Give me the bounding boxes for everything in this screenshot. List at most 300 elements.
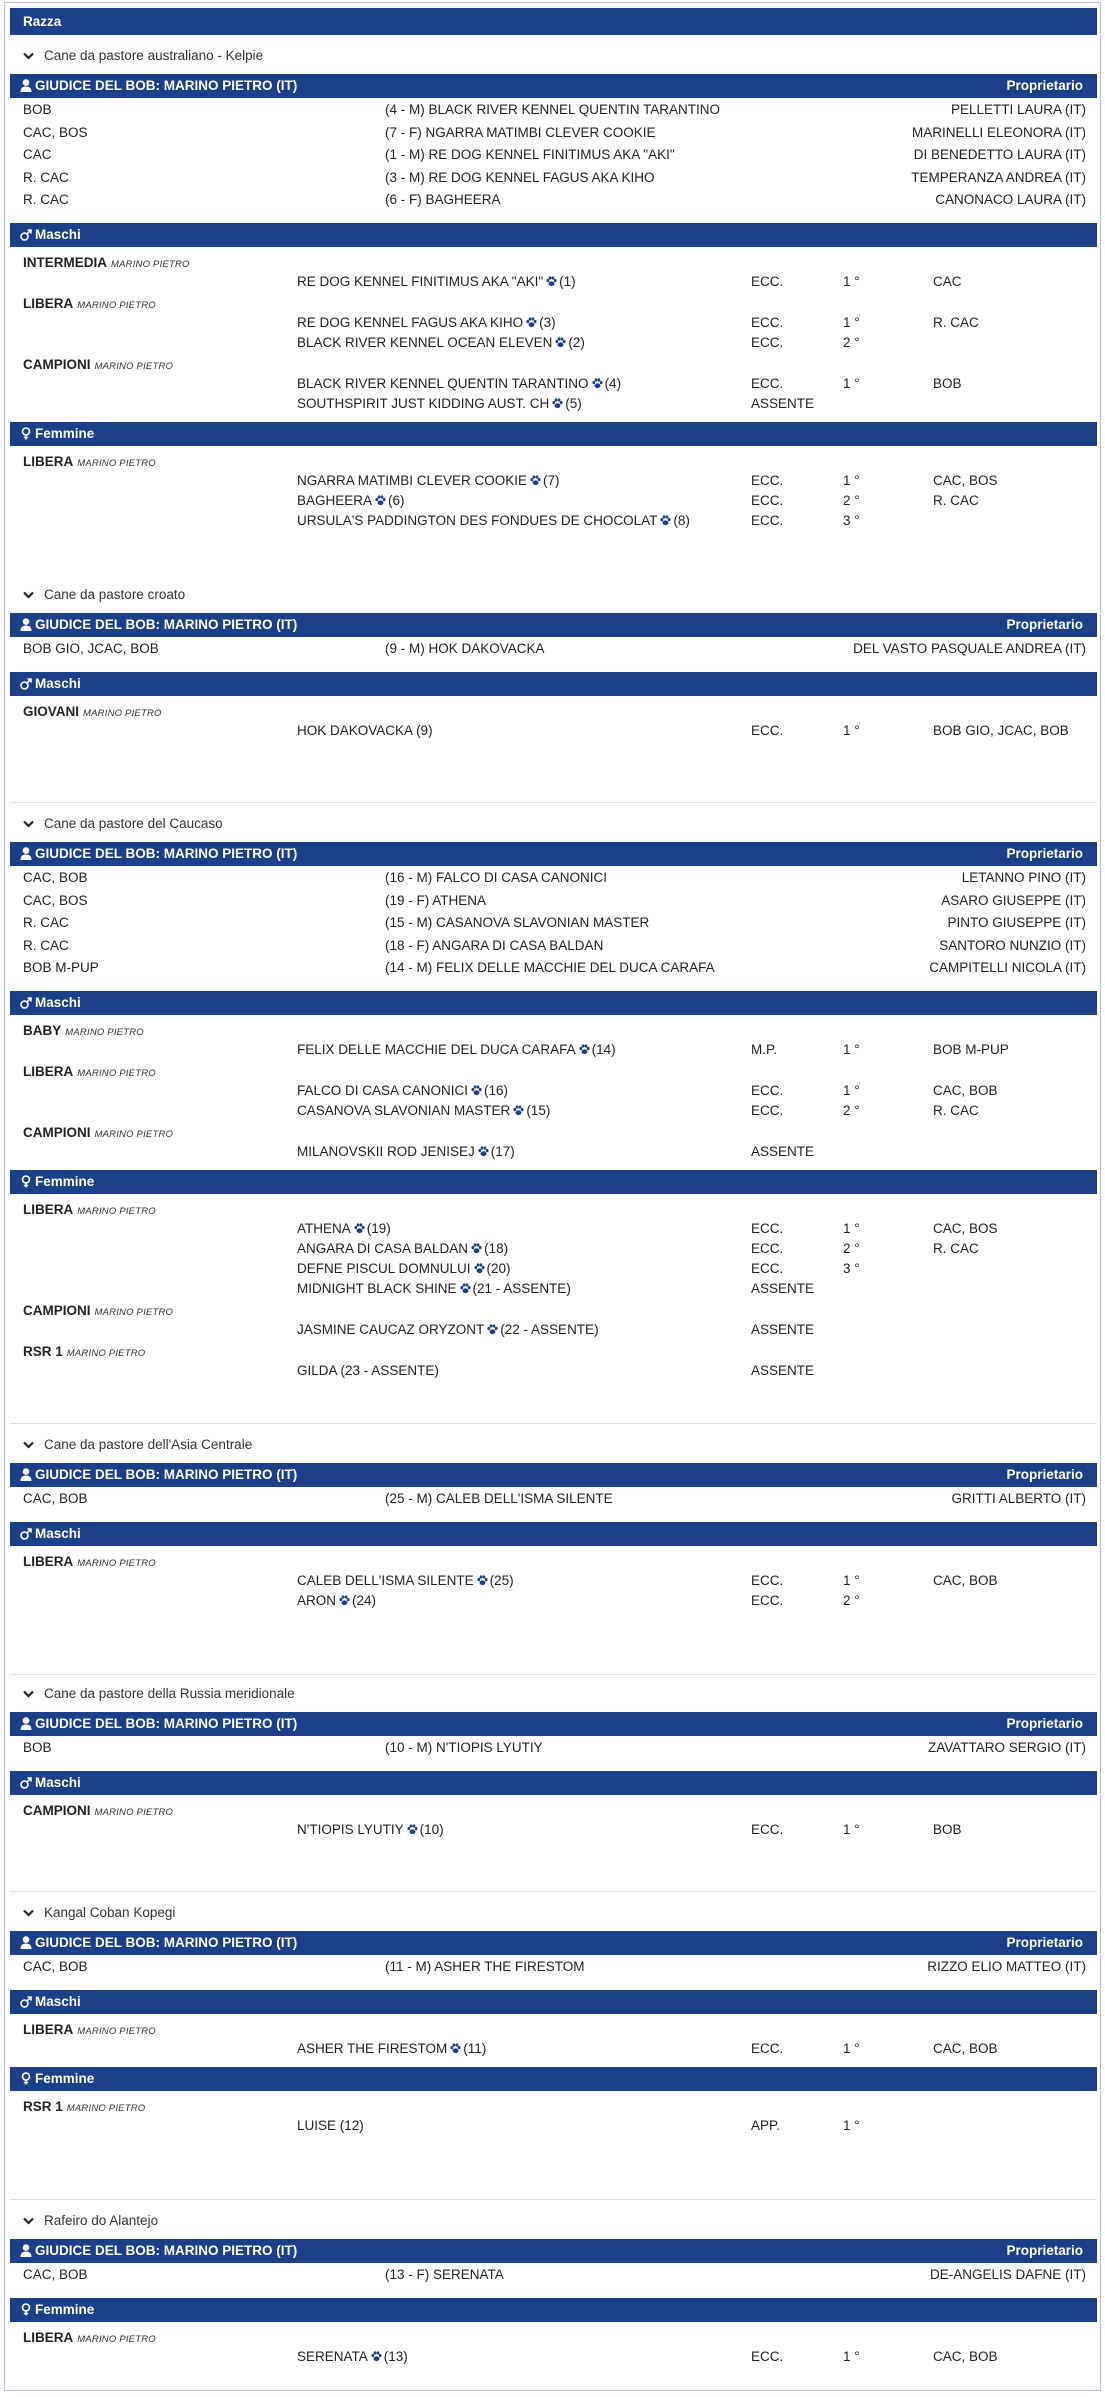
- catalog-number: (11): [463, 2040, 487, 2056]
- chevron-down-icon: [23, 2213, 36, 2228]
- entry-dog: [297, 2349, 408, 2364]
- class-label: [23, 255, 190, 270]
- females-label: Femmine: [35, 425, 95, 441]
- breed-section: [5, 48, 1100, 632]
- class-label: [23, 1064, 156, 1079]
- breed-name: Cane da pastore croato: [44, 587, 186, 602]
- entry-place: 1 °: [843, 1220, 860, 1236]
- male-icon: [20, 995, 35, 1010]
- dog-name: ASHER THE FIRESTOM: [297, 2040, 448, 2056]
- female-icon: [20, 426, 35, 441]
- bob-title: R. CAC: [23, 937, 69, 953]
- entry-rating: ECC.: [751, 1821, 784, 1837]
- bob-owner: ZAVATTARO SERGIO (IT): [928, 1740, 1086, 1755]
- dog-name: ANGARA DI CASA BALDAN: [297, 1240, 469, 1256]
- person-icon: [20, 2243, 35, 2258]
- males-label: Maschi: [35, 675, 81, 691]
- males-bar: [10, 223, 1097, 247]
- paw-icon[interactable]: [372, 493, 388, 508]
- males-label: Maschi: [35, 1774, 81, 1790]
- entry-rating: ECC.: [751, 375, 784, 391]
- class-name: LIBERA: [23, 2021, 74, 2037]
- class-label: [23, 1202, 156, 1217]
- dog-name: BLACK RIVER KENNEL OCEAN ELEVEN: [297, 334, 553, 350]
- entry-rating: ECC.: [751, 1220, 784, 1236]
- class-judge: MARINO PIETRO: [111, 258, 190, 270]
- owner-header: Proprietario: [1006, 1467, 1083, 1482]
- class-name: LIBERA: [23, 453, 74, 469]
- paw-icon[interactable]: [475, 1144, 491, 1159]
- breed-divider: [10, 1423, 1097, 1424]
- breed-divider: [10, 2199, 1097, 2200]
- entry-dog: [297, 2041, 486, 2056]
- bob-owner: ASARO GIUSEPPE (IT): [941, 892, 1086, 908]
- dog-name: SERENATA: [297, 2348, 368, 2364]
- bob-dog: (16 - M) FALCO DI CASA CANONICI: [385, 870, 608, 885]
- catalog-number: (10): [419, 1821, 444, 1837]
- entry-rating: ECC.: [751, 1102, 784, 1118]
- paw-icon[interactable]: [527, 473, 543, 488]
- breed-section: [5, 1686, 1100, 1905]
- entry-rating: ECC.: [751, 1240, 784, 1256]
- class-judge: MARINO PIETRO: [77, 2025, 156, 2037]
- bob-owner: DEL VASTO PASQUALE ANDREA (IT): [853, 641, 1086, 656]
- bob-dog: (13 - F) SERENATA: [385, 2267, 504, 2282]
- dog-name: BLACK RIVER KENNEL QUENTIN TARANTINO: [297, 375, 589, 391]
- class-label: [23, 1023, 144, 1038]
- entry-dog: [297, 1241, 508, 1256]
- breed-name: Cane da pastore del Caucaso: [44, 816, 223, 831]
- entry-place: 1 °: [843, 1572, 860, 1588]
- bob-title: BOB GIO, JCAC, BOB: [23, 641, 159, 656]
- judge-title: GIUDICE DEL BOB: MARINO PIETRO (IT): [35, 846, 298, 861]
- breed-name: Cane da pastore della Russia meridionale: [44, 1686, 295, 1701]
- bob-owner: SANTORO NUNZIO (IT): [939, 937, 1086, 953]
- catalog-number: (1): [559, 273, 576, 289]
- dog-name: ATHENA: [297, 1220, 351, 1236]
- dog-name: RE DOG KENNEL FAGUS AKA KIHO: [297, 314, 524, 330]
- class-judge: MARINO PIETRO: [66, 2102, 146, 2114]
- bob-dog: (7 - F) NGARRA MATIMBI CLEVER COOKIE: [385, 124, 656, 140]
- males-label: Maschi: [35, 1525, 81, 1541]
- breed-toggle[interactable]: [23, 1686, 295, 1701]
- dog-name: GILDA: [297, 1362, 337, 1378]
- entry-award: R. CAC: [933, 1240, 979, 1256]
- entry-rating: ECC.: [751, 314, 784, 330]
- male-icon: [20, 227, 35, 242]
- female-icon: [20, 2302, 35, 2317]
- bob-title: CAC, BOS: [23, 124, 88, 140]
- entry-place: 1 °: [843, 1821, 860, 1837]
- females-bar: [10, 422, 1097, 446]
- entry-dog: [297, 376, 621, 391]
- catalog-number: (4): [604, 375, 622, 391]
- class-judge: MARINO PIETRO: [94, 360, 174, 372]
- dog-name: CASANOVA SLAVONIAN MASTER: [297, 1102, 511, 1118]
- class-name: CAMPIONI: [23, 1302, 91, 1318]
- catalog-number: (14): [591, 1041, 616, 1057]
- entry-rating: ECC.: [751, 492, 784, 508]
- entry-place: 1 °: [843, 1041, 860, 1057]
- bob-dog: (9 - M) HOK DAKOVACKA: [385, 641, 545, 656]
- dog-name: BAGHEERA: [297, 492, 373, 508]
- entry-rating: ECC.: [751, 2348, 784, 2364]
- entry-place: 3 °: [843, 1260, 860, 1276]
- dog-name: CALEB DELL'ISMA SILENTE: [297, 1572, 474, 1588]
- breed-section: [5, 2213, 1100, 2392]
- class-label: [23, 296, 156, 311]
- catalog-number: (24): [352, 1592, 377, 1608]
- catalog-number: (5): [565, 395, 582, 411]
- paw-icon[interactable]: [657, 513, 673, 528]
- owner-header: Proprietario: [1006, 617, 1083, 632]
- breed-name: Rafeiro do Alantejo: [44, 2213, 159, 2228]
- catalog-number: (3): [539, 314, 556, 330]
- dog-name: HOK DAKOVACKA: [297, 722, 413, 738]
- entry-rating: ECC.: [751, 2040, 784, 2056]
- bob-dog: (1 - M) RE DOG KENNEL FINITIMUS AKA "AKI": [385, 147, 675, 162]
- bob-judge-bar: [10, 1463, 1097, 1487]
- entry-dog: [297, 513, 690, 528]
- bob-title: CAC, BOS: [23, 892, 88, 908]
- bob-dog: (18 - F) ANGARA DI CASA BALDAN: [385, 937, 604, 953]
- class-judge: MARINO PIETRO: [94, 1128, 174, 1140]
- class-label: [23, 1303, 173, 1318]
- entry-dog: [297, 723, 433, 738]
- bob-owner: DE-ANGELIS DAFNE (IT): [929, 2267, 1086, 2282]
- entry-rating: ECC.: [751, 1572, 784, 1588]
- entry-award: CAC, BOB: [933, 1572, 998, 1588]
- dog-name: LUISE: [297, 2117, 337, 2133]
- class-label: [23, 2330, 156, 2345]
- entry-rating: ECC.: [751, 334, 784, 350]
- class-name: GIOVANI: [23, 703, 80, 719]
- catalog-number: (18): [484, 1240, 509, 1256]
- class-label: [23, 1803, 173, 1818]
- catalog-number: (20): [486, 1260, 511, 1276]
- class-name: INTERMEDIA: [23, 254, 107, 270]
- entry-award: R. CAC: [933, 492, 979, 508]
- entry-place: 1 °: [843, 375, 860, 391]
- breed-toggle[interactable]: [23, 587, 185, 602]
- breed-toggle[interactable]: [23, 48, 263, 63]
- class-judge: MARINO PIETRO: [94, 1306, 174, 1318]
- bob-judge-bar: [10, 1931, 1097, 1955]
- entry-dog: [297, 1221, 391, 1236]
- person-icon: [20, 1467, 35, 1482]
- class-label: [23, 2022, 156, 2037]
- dog-name: URSULA'S PADDINGTON DES FONDUES DE CHOCOLAT: [297, 512, 658, 528]
- entry-award: CAC, BOS: [933, 1220, 998, 1236]
- catalog-number: (2): [568, 334, 585, 350]
- razza-title: Razza: [23, 14, 62, 29]
- entry-place: 2 °: [843, 334, 860, 350]
- bob-dog: (3 - M) RE DOG KENNEL FAGUS AKA KIHO: [385, 169, 655, 185]
- entry-dog: [297, 1363, 439, 1378]
- breed-divider: [10, 802, 1097, 803]
- paw-icon[interactable]: [351, 1221, 367, 1236]
- entry-award: BOB GIO, JCAC, BOB: [933, 722, 1069, 738]
- dog-name: FALCO DI CASA CANONICI: [297, 1082, 469, 1098]
- dog-name: N'TIOPIS LYUTIY: [297, 1821, 404, 1837]
- chevron-down-icon: [23, 1686, 36, 1701]
- entry-dog: [297, 1042, 616, 1057]
- owner-header: Proprietario: [1006, 846, 1083, 861]
- class-label: [23, 2099, 145, 2114]
- class-judge: MARINO PIETRO: [65, 1026, 144, 1038]
- catalog-number: (13): [383, 2348, 408, 2364]
- catalog-number: (22 - ASSENTE): [500, 1321, 599, 1337]
- judge-title: GIUDICE DEL BOB: MARINO PIETRO (IT): [35, 1716, 298, 1731]
- dog-name: SOUTHSPIRIT JUST KIDDING AUST. CH: [297, 395, 550, 411]
- entry-place: 2 °: [843, 1592, 860, 1608]
- breed-name: Kangal Coban Kopegi: [44, 1905, 176, 1920]
- entry-place: 1 °: [843, 1082, 860, 1098]
- bob-title: CAC, BOB: [23, 1959, 88, 1974]
- catalog-number: (21 - ASSENTE): [472, 1280, 571, 1296]
- entry-dog: [297, 1083, 508, 1098]
- judge-title: GIUDICE DEL BOB: MARINO PIETRO (IT): [35, 78, 298, 93]
- entry-award: BOB: [933, 375, 962, 391]
- person-icon: [20, 78, 35, 93]
- dog-name: MILANOVSKII ROD JENISEJ: [297, 1143, 475, 1159]
- paw-icon[interactable]: [474, 1573, 490, 1588]
- female-icon: [20, 2071, 35, 2086]
- male-icon: [20, 1526, 35, 1541]
- females-label: Femmine: [35, 2070, 95, 2086]
- class-judge: MARINO PIETRO: [77, 457, 156, 469]
- dog-name: NGARRA MATIMBI CLEVER COOKIE: [297, 472, 528, 488]
- breed-section: [5, 587, 1100, 816]
- paw-icon[interactable]: [549, 396, 565, 411]
- entry-place: 1 °: [843, 472, 860, 488]
- breed-section: [5, 816, 1100, 1437]
- bob-dog: (10 - M) N'TIOPIS LYUTIY: [385, 1740, 543, 1755]
- entry-dog: [297, 1281, 571, 1296]
- entry-dog: [297, 2118, 364, 2133]
- owner-header: Proprietario: [1006, 2243, 1083, 2258]
- class-judge: MARINO PIETRO: [77, 1557, 156, 1569]
- bob-title: CAC, BOB: [23, 2267, 88, 2282]
- breed-toggle[interactable]: [23, 1437, 252, 1452]
- razza-header: [10, 8, 1097, 35]
- bob-title: CAC: [23, 147, 52, 162]
- chevron-down-icon: [23, 1905, 36, 1920]
- dog-name: DEFNE PISCUL DOMNULUI: [297, 1260, 471, 1276]
- females-label: Femmine: [35, 2301, 95, 2317]
- class-name: RSR 1: [23, 1343, 63, 1359]
- catalog-number: (7): [543, 472, 560, 488]
- bob-title: R. CAC: [23, 915, 69, 930]
- entry-rating: ECC.: [751, 722, 784, 738]
- class-name: CAMPIONI: [23, 1802, 91, 1818]
- chevron-down-icon: [23, 48, 36, 63]
- entry-dog: [297, 1822, 444, 1837]
- class-name: LIBERA: [23, 1063, 74, 1079]
- females-label: Femmine: [35, 1173, 95, 1189]
- class-label: [23, 1554, 156, 1569]
- bob-judge-bar: [10, 613, 1097, 637]
- entry-rating: ECC.: [751, 1260, 784, 1276]
- class-label: [23, 454, 156, 469]
- bob-owner: GRITTI ALBERTO (IT): [951, 1491, 1086, 1506]
- class-label: [23, 1344, 145, 1359]
- class-label: [23, 357, 173, 372]
- males-bar: [10, 672, 1097, 696]
- paw-icon[interactable]: [523, 315, 539, 330]
- class-judge: MARINO PIETRO: [66, 1347, 146, 1359]
- entry-dog: [297, 335, 585, 350]
- entry-place: 1 °: [843, 273, 860, 289]
- entry-place: 1 °: [843, 314, 860, 330]
- entry-rating: ASSENTE: [751, 1321, 815, 1337]
- bob-owner: DI BENEDETTO LAURA (IT): [913, 147, 1086, 162]
- person-icon: [20, 1716, 35, 1731]
- entry-dog: [297, 315, 556, 330]
- bob-dog: (25 - M) CALEB DELL'ISMA SILENTE: [385, 1491, 613, 1506]
- paw-icon[interactable]: [589, 376, 605, 391]
- paw-icon[interactable]: [368, 2349, 384, 2364]
- entry-rating: M.P.: [751, 1041, 778, 1057]
- entry-rating: ECC.: [751, 472, 784, 488]
- breed-section: [5, 1905, 1100, 2213]
- breed-name: Cane da pastore australiano - Kelpie: [44, 48, 264, 63]
- chevron-down-icon: [23, 587, 36, 602]
- males-label: Maschi: [35, 1993, 81, 2009]
- judge-title: GIUDICE DEL BOB: MARINO PIETRO (IT): [35, 2243, 298, 2258]
- class-judge: MARINO PIETRO: [77, 299, 156, 311]
- males-bar: [10, 1990, 1097, 2014]
- class-judge: MARINO PIETRO: [83, 707, 162, 719]
- class-name: CAMPIONI: [23, 356, 91, 372]
- entry-award: CAC, BOB: [933, 2040, 998, 2056]
- male-icon: [20, 1994, 35, 2009]
- entry-award: R. CAC: [933, 314, 979, 330]
- entry-award: CAC: [933, 273, 962, 289]
- male-icon: [20, 1775, 35, 1790]
- class-name: LIBERA: [23, 295, 74, 311]
- class-name: BABY: [23, 1022, 62, 1038]
- bob-title: BOB M-PUP: [23, 960, 99, 975]
- females-bar: [10, 2067, 1097, 2091]
- paw-icon[interactable]: [576, 1042, 592, 1057]
- paw-icon[interactable]: [404, 1822, 420, 1837]
- entry-rating: ECC.: [751, 512, 784, 528]
- paw-icon[interactable]: [552, 335, 568, 350]
- entry-rating: ASSENTE: [751, 1143, 815, 1159]
- chevron-down-icon: [23, 1437, 36, 1452]
- bob-owner: RIZZO ELIO MATTEO (IT): [927, 1959, 1086, 1974]
- results-page: [4, 2, 1101, 2391]
- class-judge: MARINO PIETRO: [77, 1067, 156, 1079]
- paw-icon[interactable]: [468, 1241, 484, 1256]
- paw-icon[interactable]: [543, 274, 559, 289]
- female-icon: [20, 1174, 35, 1189]
- entry-award: CAC, BOB: [933, 2348, 998, 2364]
- males-label: Maschi: [35, 994, 81, 1010]
- owner-header: Proprietario: [1006, 1935, 1083, 1950]
- entry-dog: [297, 473, 560, 488]
- paw-icon[interactable]: [484, 1322, 500, 1337]
- paw-icon[interactable]: [510, 1103, 526, 1118]
- judge-title: GIUDICE DEL BOB: MARINO PIETRO (IT): [35, 617, 298, 632]
- dog-name: FELIX DELLE MACCHIE DEL DUCA CARAFA: [297, 1041, 576, 1057]
- bob-title: R. CAC: [23, 169, 69, 185]
- entry-rating: ASSENTE: [751, 1362, 815, 1378]
- males-bar: [10, 1771, 1097, 1795]
- entry-place: 2 °: [843, 492, 860, 508]
- class-label: [23, 1125, 173, 1140]
- bob-judge-bar: [10, 2239, 1097, 2263]
- dog-name: JASMINE CAUCAZ ORYZONT: [297, 1321, 485, 1337]
- paw-icon[interactable]: [447, 2041, 463, 2056]
- paw-icon[interactable]: [457, 1281, 473, 1296]
- bob-judge-bar: [10, 74, 1097, 98]
- males-bar: [10, 1522, 1097, 1546]
- person-icon: [20, 617, 35, 632]
- class-name: LIBERA: [23, 1201, 74, 1217]
- males-label: Maschi: [35, 226, 81, 242]
- entry-award: BOB: [933, 1821, 962, 1837]
- catalog-number: (16): [484, 1082, 509, 1098]
- catalog-number: (12): [339, 2117, 364, 2133]
- entry-award: CAC, BOB: [933, 1082, 998, 1098]
- class-judge: MARINO PIETRO: [94, 1806, 174, 1818]
- owner-header: Proprietario: [1006, 1716, 1083, 1731]
- entry-place: 1 °: [843, 2117, 860, 2133]
- entry-award: BOB M-PUP: [933, 1041, 1009, 1057]
- catalog-number: (6): [388, 492, 405, 508]
- females-bar: [10, 1170, 1097, 1194]
- owner-header: Proprietario: [1006, 78, 1083, 93]
- paw-icon[interactable]: [471, 1261, 487, 1276]
- bob-title: BOB: [23, 1740, 52, 1755]
- females-bar: [10, 2298, 1097, 2322]
- dog-name: MIDNIGHT BLACK SHINE: [297, 1280, 457, 1296]
- entry-rating: APP.: [751, 2117, 781, 2133]
- entry-rating: ECC.: [751, 273, 784, 289]
- entry-dog: [297, 1261, 511, 1276]
- entry-award: R. CAC: [933, 1102, 979, 1118]
- breed-toggle[interactable]: [23, 2213, 158, 2228]
- entry-place: 3 °: [843, 512, 860, 528]
- bob-dog: (15 - M) CASANOVA SLAVONIAN MASTER: [385, 915, 650, 930]
- catalog-number: (9): [416, 722, 433, 738]
- class-label: [23, 704, 162, 719]
- bob-owner: CAMPITELLI NICOLA (IT): [929, 960, 1086, 975]
- breed-name: Cane da pastore dell'Asia Centrale: [44, 1437, 253, 1452]
- bob-owner: TEMPERANZA ANDREA (IT): [911, 169, 1086, 185]
- entry-award: CAC, BOS: [933, 472, 998, 488]
- bob-dog: (19 - F) ATHENA: [385, 892, 487, 908]
- paw-icon[interactable]: [336, 1593, 352, 1608]
- entry-place: 1 °: [843, 2040, 860, 2056]
- bob-owner: PELLETTI LAURA (IT): [950, 102, 1086, 117]
- paw-icon[interactable]: [468, 1083, 484, 1098]
- catalog-number: (8): [673, 512, 690, 528]
- catalog-number: (23 - ASSENTE): [340, 1362, 439, 1378]
- breed-toggle[interactable]: [23, 1905, 175, 1920]
- entry-rating: ECC.: [751, 1082, 784, 1098]
- breed-toggle[interactable]: [23, 816, 223, 831]
- bob-judge-bar: [10, 1712, 1097, 1736]
- class-name: LIBERA: [23, 1553, 74, 1569]
- judge-title: GIUDICE DEL BOB: MARINO PIETRO (IT): [35, 1935, 298, 1950]
- class-name: CAMPIONI: [23, 1124, 91, 1140]
- breed-section: [5, 1437, 1100, 1688]
- males-bar: [10, 991, 1097, 1015]
- catalog-number: (15): [526, 1102, 551, 1118]
